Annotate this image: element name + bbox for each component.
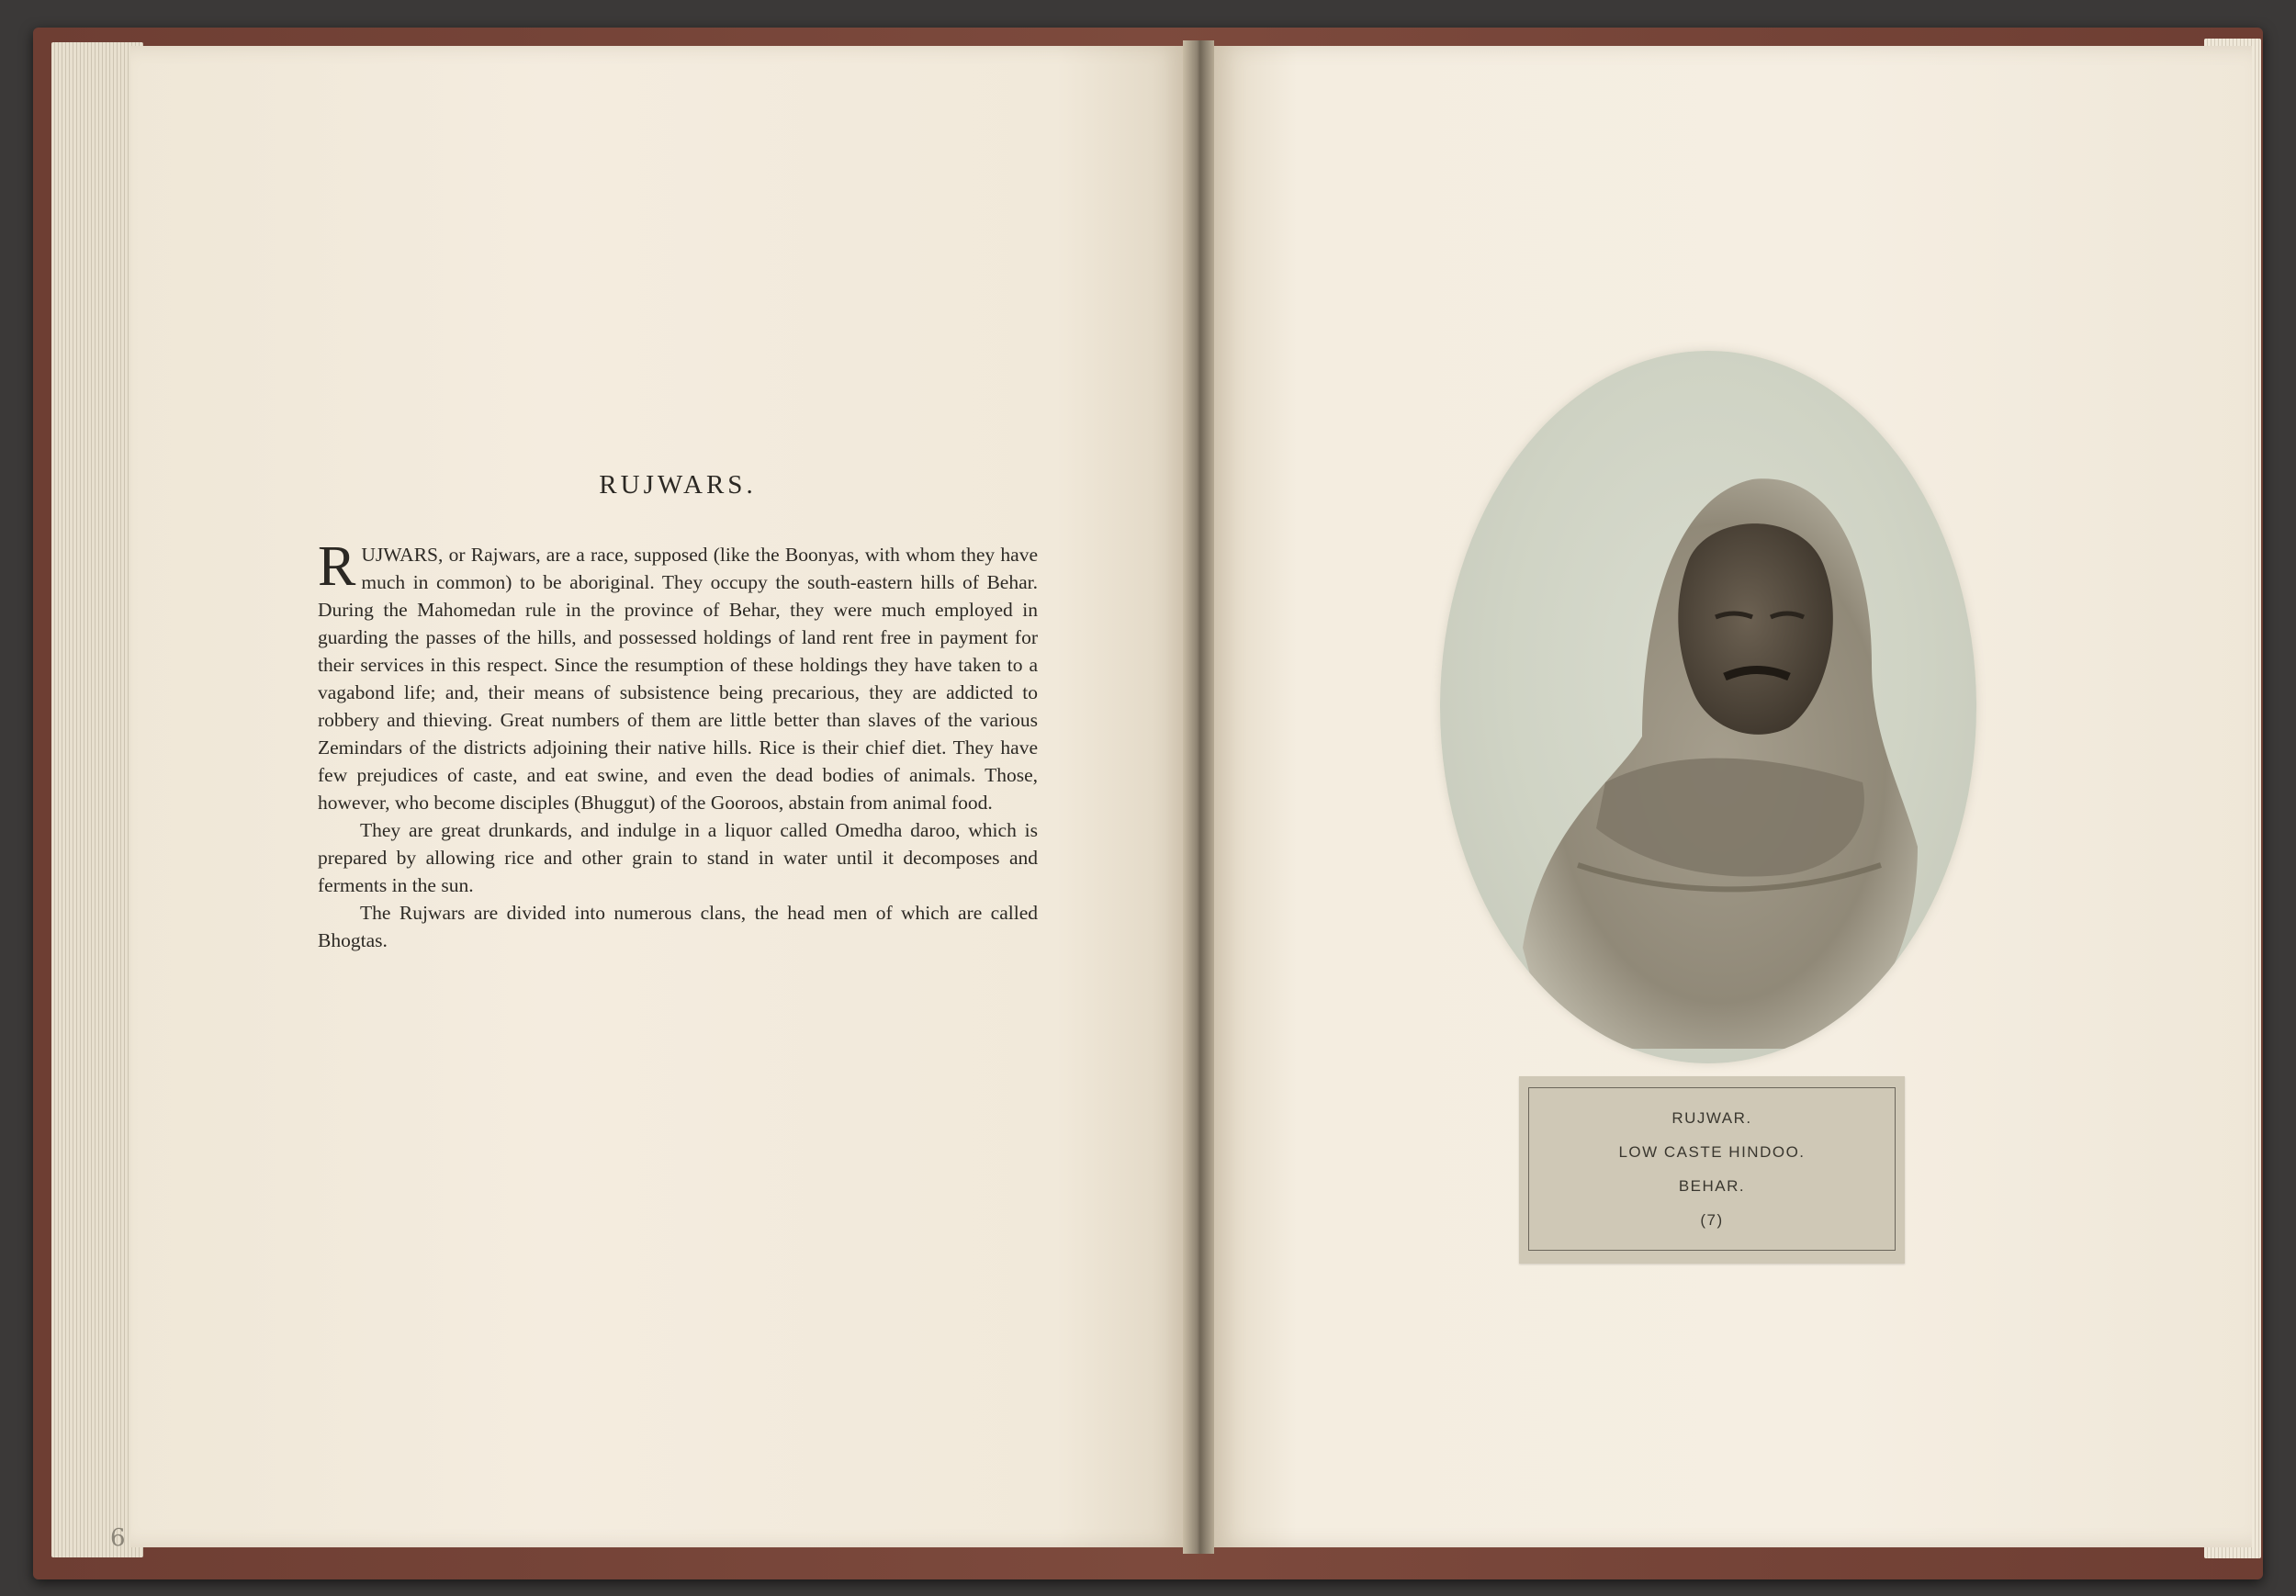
- portrait-illustration: [1440, 351, 1976, 1063]
- caption-region: BEHAR.: [1678, 1177, 1746, 1195]
- paragraph-3: The Rujwars are divided into numerous clans, the head men of which are called Bhogtas.: [318, 902, 1038, 951]
- caption-plate-number: (7): [1700, 1211, 1724, 1229]
- caption-frame: [1528, 1087, 1896, 1251]
- article-title: RUJWARS.: [599, 470, 757, 500]
- article-text: [318, 470, 1038, 954]
- caption-caste: LOW CASTE HINDOO.: [1618, 1143, 1806, 1161]
- book-gutter: [1183, 40, 1214, 1554]
- caption-label: [1519, 1076, 1905, 1264]
- paragraph-2: They are great drunkards, and indulge in a liquor called Omedha daroo, which is prepared by allowing rice and other grain to stand in water until it decomposes and ferments in the sun.: [318, 819, 1038, 896]
- caption-name: RUJWAR.: [1671, 1109, 1752, 1127]
- page-edges-left: [51, 42, 143, 1557]
- drop-cap: R: [318, 535, 356, 598]
- paragraph-1: [318, 535, 1038, 816]
- portrait-photograph: [1440, 351, 1976, 1063]
- paragraph-1-text: UJWARS, or Rajwars, are a race, supposed (like the Boonyas, with whom they have much in common) to be aboriginal. They occupy the south-eastern hills of Behar. During the Mahomedan rule in the province of Behar, they were much employed in guarding the passes of the hills, and possessed holdings of land rent free in payment for their services in this respect. Since the resumption of these holdings they have taken to a vagabond life; and, their means of subsistence being precarious, they are addicted to robbery and thieving. Great numbers of them are little better than slaves of the various Zemindars of the districts adjoining their native hills. Rice is their chief diet. They have few prejudices of caste, and eat swine, and even the dead bodies of animals. Those, however, who become disciples (Bhuggut) of the Gooroos, abstain from animal food.: [318, 544, 1038, 814]
- page-corner-mark: 6: [110, 1524, 126, 1552]
- oval-portrait: [1440, 351, 1976, 1063]
